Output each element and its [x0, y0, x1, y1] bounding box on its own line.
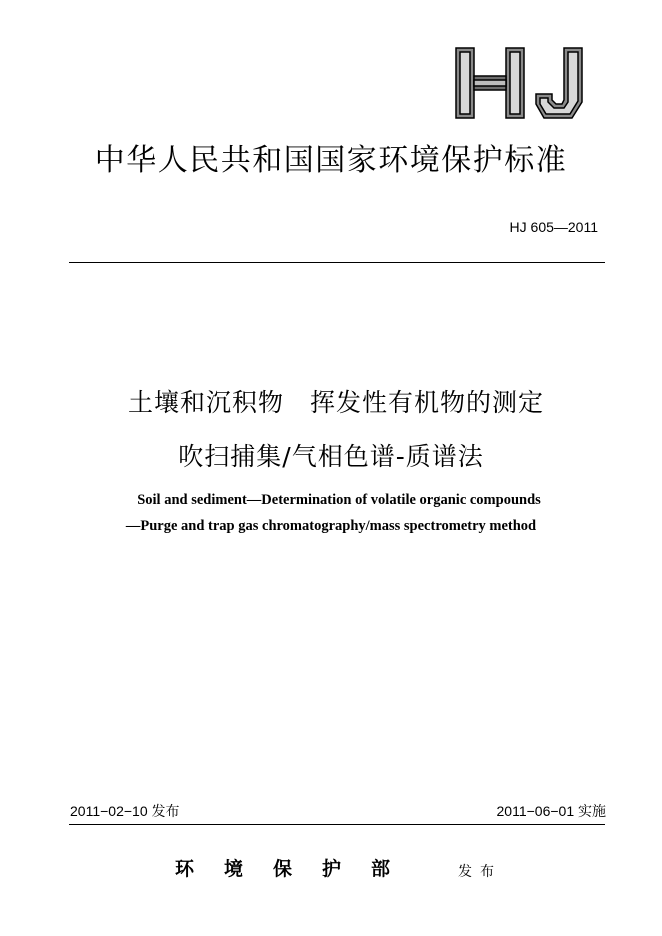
title-english-line-2: —Purge and trap gas chromatography/mass spectrometry method	[125, 518, 537, 534]
title-english-line-1: Soil and sediment—Determination of volatile organic compounds	[137, 492, 541, 508]
title-chinese-line-2: 吹扫捕集/气相色谱-质谱法	[178, 442, 484, 471]
issuing-authority: 环境保护部	[175, 858, 421, 880]
issue-label: 发布	[458, 864, 502, 880]
title-chinese-line-1: 土壤和沉积物 挥发性有机物的测定	[127, 388, 544, 417]
header-divider	[69, 262, 605, 263]
standard-number: HJ 605—2011	[509, 219, 598, 235]
hj-logo	[452, 46, 592, 120]
footer-divider	[69, 824, 605, 825]
national-standard-title: 中华人民共和国国家环境保护标准	[94, 143, 568, 178]
release-date: 2011−02−10 发布	[70, 803, 180, 819]
implement-date: 2011−06−01 实施	[496, 803, 606, 819]
